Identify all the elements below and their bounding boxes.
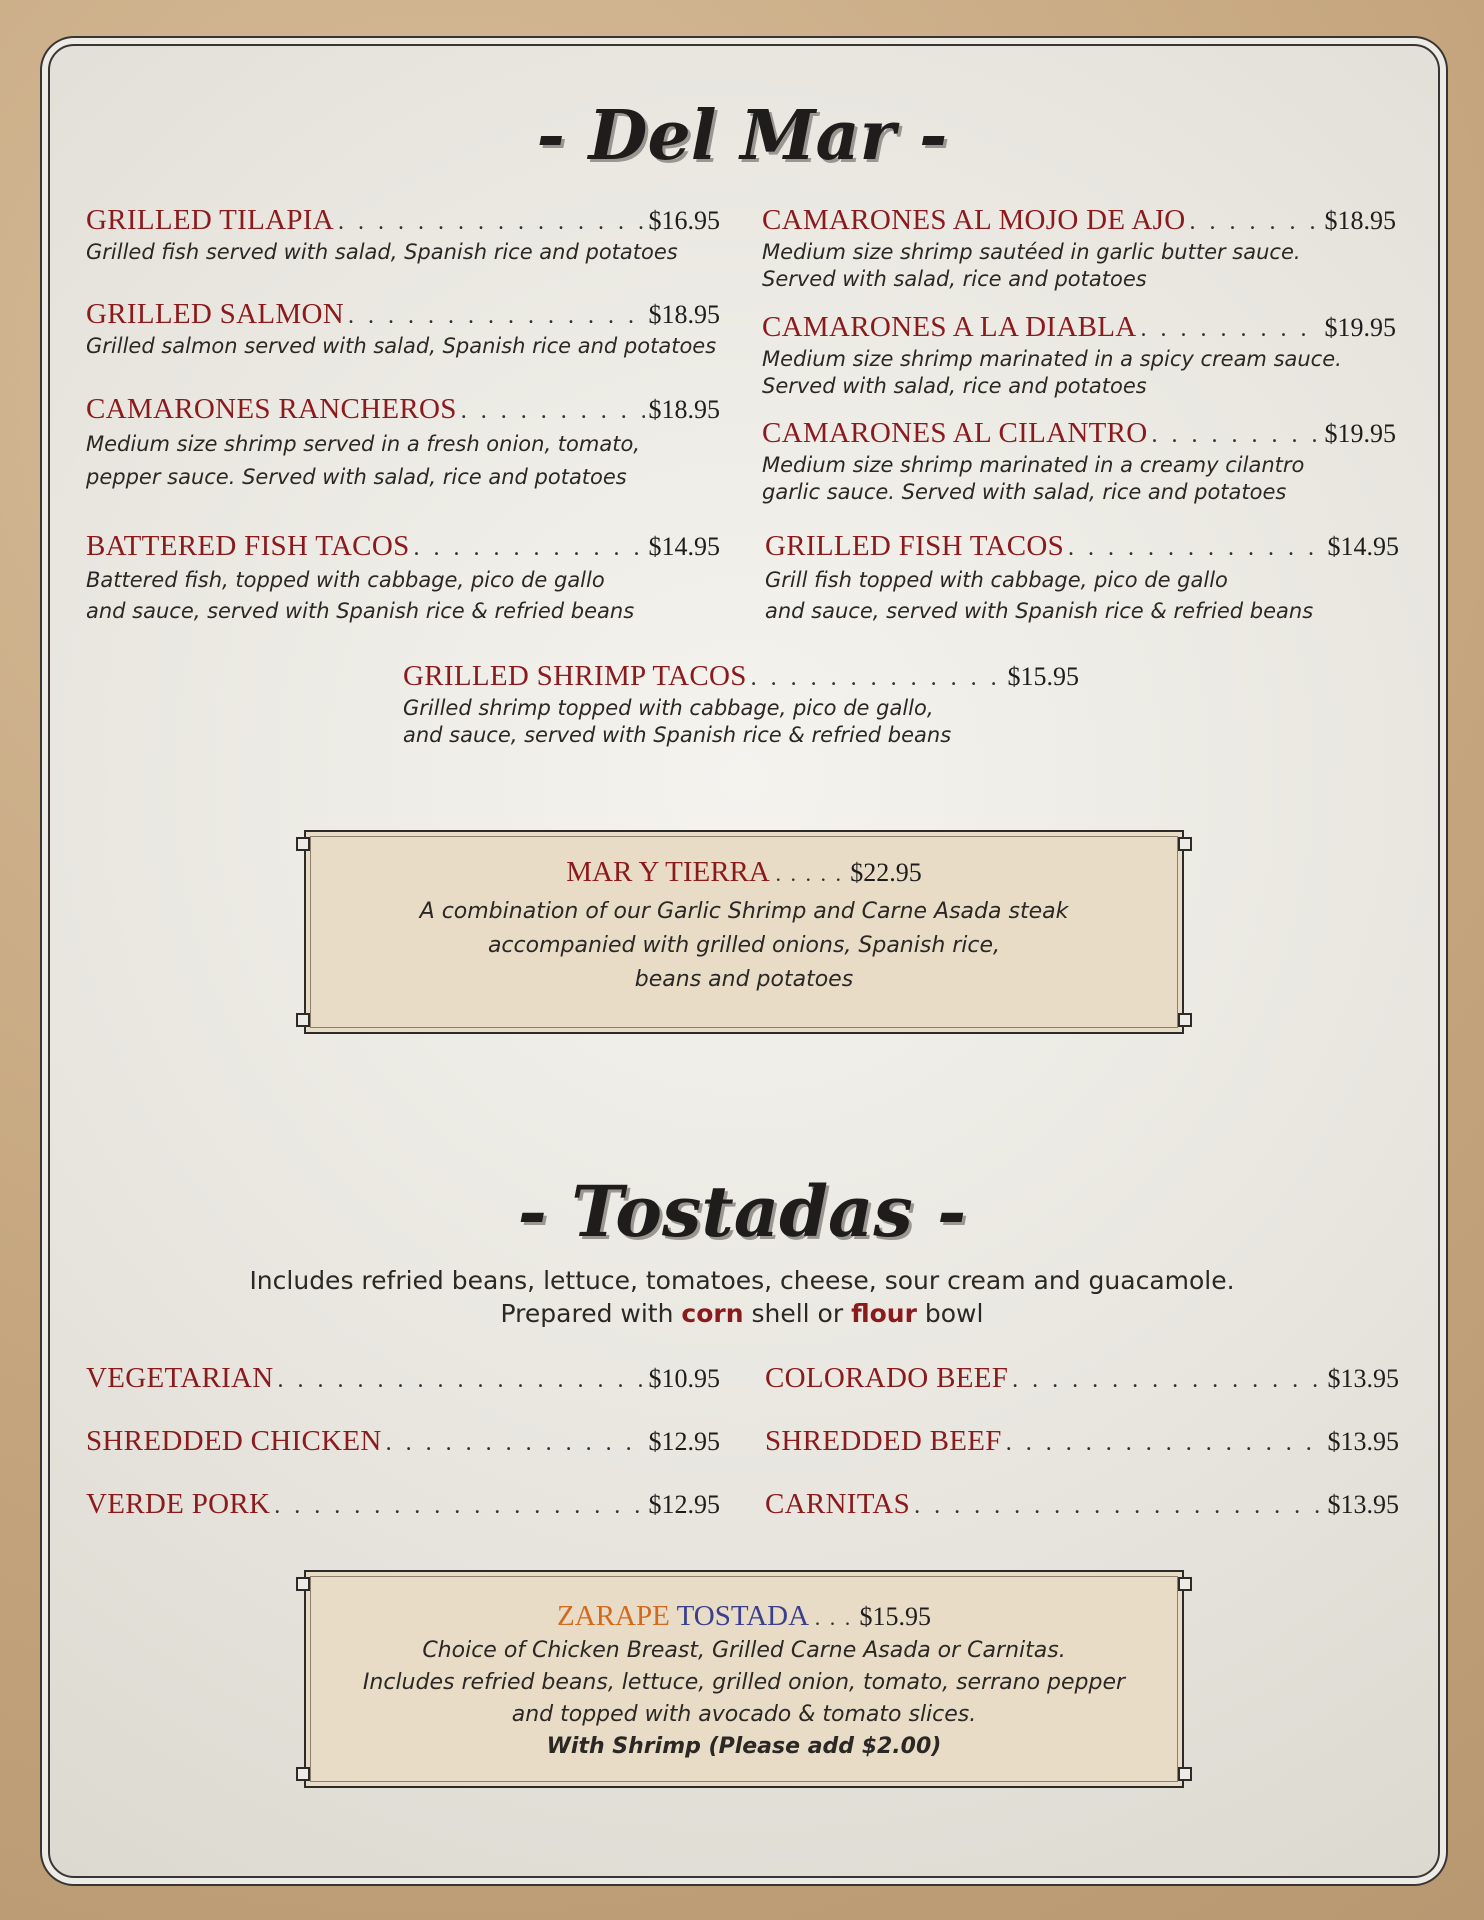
item-name: BATTERED FISH TACOS xyxy=(86,530,410,562)
intro-corn: corn xyxy=(681,1299,744,1328)
special-desc: beans and potatoes xyxy=(634,967,854,992)
item-name: GRILLED SALMON xyxy=(86,298,344,330)
menu-item xyxy=(765,1488,1399,1521)
item-price: $13.95 xyxy=(1327,1364,1399,1393)
item-desc: Medium size shrimp sautéed in garlic butter sauce. xyxy=(762,240,1301,264)
tostadas-intro xyxy=(0,1264,1484,1330)
special-box-zarape-tostada xyxy=(304,1570,1184,1788)
special-price: $22.95 xyxy=(850,858,922,887)
item-name: GRILLED SHRIMP TACOS xyxy=(403,660,747,692)
item-price: $15.95 xyxy=(1007,662,1079,691)
item-price: $14.95 xyxy=(1327,532,1399,561)
intro-text: shell or xyxy=(751,1299,844,1328)
item-desc: Grilled shrimp topped with cabbage, pico de gallo, xyxy=(403,696,934,720)
item-price: $18.95 xyxy=(648,300,720,329)
menu-item xyxy=(86,298,720,360)
item-name: CAMARONES RANCHEROS xyxy=(86,393,457,425)
item-desc: Medium size shrimp marinated in a spicy cream sauce. xyxy=(762,347,1342,371)
special-name-zarape: ZARAPE xyxy=(557,1600,670,1632)
item-name: GRILLED TILAPIA xyxy=(86,204,335,236)
item-price: $18.95 xyxy=(1324,206,1396,235)
item-price: $13.95 xyxy=(1327,1427,1399,1456)
item-desc: Grill fish topped with cabbage, pico de gallo xyxy=(765,568,1228,592)
special-desc: Includes refried beans, lettuce, grilled onion, tomato, serrano pepper xyxy=(362,1670,1126,1695)
item-price: $12.95 xyxy=(648,1490,720,1519)
item-desc: Served with salad, rice and potatoes xyxy=(762,267,1147,291)
special-desc: Choice of Chicken Breast, Grilled Carne Asada or Carnitas. xyxy=(422,1638,1066,1663)
menu-item xyxy=(762,417,1396,506)
menu-item xyxy=(765,1362,1399,1395)
special-price: $15.95 xyxy=(859,1602,931,1631)
item-price: $19.95 xyxy=(1324,419,1396,448)
item-name: SHREDDED BEEF xyxy=(765,1425,1002,1457)
menu-item xyxy=(765,530,1399,627)
intro-text: bowl xyxy=(924,1299,984,1328)
menu-item xyxy=(86,530,720,627)
item-name: VEGETARIAN xyxy=(86,1362,274,1394)
item-name: CAMARONES A LA DIABLA xyxy=(762,311,1137,343)
item-desc: pepper sauce. Served with salad, rice and potatoes xyxy=(86,465,627,489)
menu-item xyxy=(86,1362,720,1395)
item-price: $13.95 xyxy=(1327,1490,1399,1519)
item-name: GRILLED FISH TACOS xyxy=(765,530,1065,562)
special-name: MAR Y TIERRA xyxy=(566,856,769,888)
menu-item xyxy=(86,1425,720,1458)
special-dots: . . . xyxy=(814,1605,853,1630)
item-price: $10.95 xyxy=(648,1364,720,1393)
item-name: CARNITAS xyxy=(765,1488,911,1520)
item-desc: and sauce, served with Spanish rice & refried beans xyxy=(765,599,1314,623)
special-desc: A combination of our Garlic Shrimp and Carne Asada steak xyxy=(419,899,1069,924)
item-name: SHREDDED CHICKEN xyxy=(86,1425,382,1457)
special-dots: . . . . . xyxy=(775,861,843,886)
menu-item xyxy=(762,204,1396,293)
menu-item xyxy=(86,393,720,494)
intro-text: Prepared with xyxy=(500,1299,674,1328)
item-name: COLORADO BEEF xyxy=(765,1362,1009,1394)
intro-flour: flour xyxy=(851,1299,917,1328)
item-desc: Grilled salmon served with salad, Spanish rice and potatoes xyxy=(86,334,717,358)
special-desc: and topped with avocado & tomato slices. xyxy=(511,1702,977,1727)
item-desc: Served with salad, rice and potatoes xyxy=(762,374,1147,398)
item-desc: Grilled fish served with salad, Spanish rice and potatoes xyxy=(86,240,678,264)
item-price: $19.95 xyxy=(1324,313,1396,342)
item-desc: Medium size shrimp served in a fresh onion, tomato, xyxy=(86,432,640,456)
menu-item xyxy=(86,204,720,266)
item-desc: Medium size shrimp marinated in a creamy cilantro xyxy=(762,453,1305,477)
item-name: CAMARONES AL MOJO DE AJO xyxy=(762,204,1186,236)
item-price: $18.95 xyxy=(648,395,720,424)
special-note: With Shrimp (Please add $2.00) xyxy=(546,1734,942,1759)
special-box-mar-y-tierra xyxy=(304,830,1184,1034)
menu-item xyxy=(765,1425,1399,1458)
item-name: CAMARONES AL CILANTRO xyxy=(762,417,1148,449)
menu-item xyxy=(762,311,1396,400)
item-price: $14.95 xyxy=(648,532,720,561)
item-price: $12.95 xyxy=(648,1427,720,1456)
section-title-tostadas: - Tostadas - xyxy=(517,1170,967,1253)
menu-item xyxy=(403,660,1079,749)
intro-line xyxy=(0,1297,1484,1330)
section-title-del-mar: - Del Mar - xyxy=(536,96,948,176)
item-desc: and sauce, served with Spanish rice & refried beans xyxy=(403,723,952,747)
item-desc: and sauce, served with Spanish rice & refried beans xyxy=(86,599,635,623)
special-desc: accompanied with grilled onions, Spanish rice, xyxy=(487,933,1001,958)
special-name-tostada: TOSTADA xyxy=(676,1600,808,1632)
item-desc: Battered fish, topped with cabbage, pico de gallo xyxy=(86,568,605,592)
item-desc: garlic sauce. Served with salad, rice and potatoes xyxy=(762,480,1287,504)
item-price: $16.95 xyxy=(648,206,720,235)
menu-item xyxy=(86,1488,720,1521)
intro-line: Includes refried beans, lettuce, tomatoes, cheese, sour cream and guacamole. xyxy=(249,1266,1235,1295)
item-name: VERDE PORK xyxy=(86,1488,271,1520)
